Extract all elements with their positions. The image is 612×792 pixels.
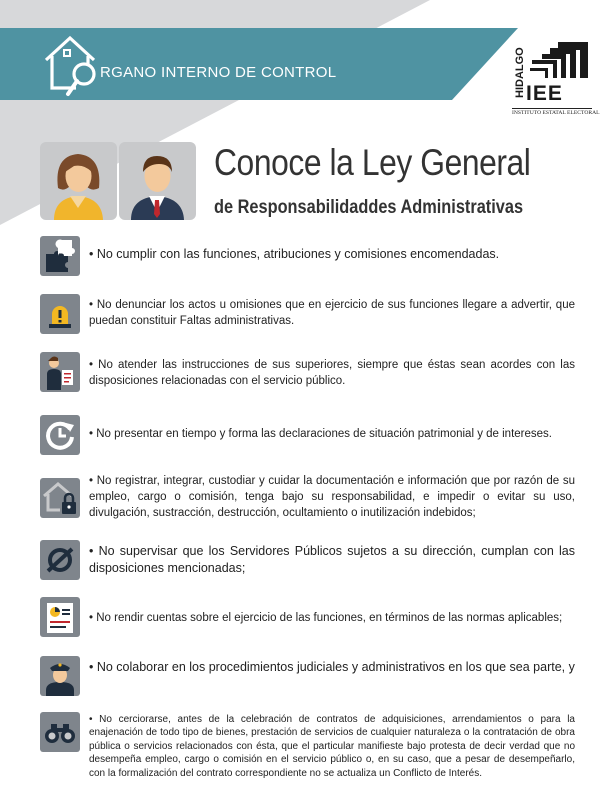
logo-hidalgo-vertical <box>512 40 526 98</box>
item-text: • No rendir cuentas sobre el ejercicio de las funciones, en términos de las normas aplicables; <box>89 612 563 624</box>
house-lock-icon <box>40 478 80 518</box>
puzzle-icon <box>40 236 80 276</box>
item-text: • No atender las instrucciones de sus superiores, siempre que éstas sean acordes con las disposiciones relacionadas con el servicio público. <box>89 359 575 387</box>
page-title: Conoce la Ley General <box>214 142 531 183</box>
page-subtitle: de Responsabilidaddes Administrativas <box>214 197 524 218</box>
police-officer-icon <box>40 656 80 696</box>
logo-emblem-icon <box>528 40 590 82</box>
binoculars-icon <box>40 712 80 752</box>
logo-institute-name: INSTITUTO ESTATAL ELECTORAL <box>512 110 600 116</box>
refresh-clock-icon <box>40 415 80 455</box>
item-text: • No cumplir con las funciones, atribuciones y comisiones encomendadas. <box>89 247 500 261</box>
woman-avatar-icon <box>40 142 117 220</box>
logo-iee-text: IEE <box>526 82 563 105</box>
item-text: • No denunciar los actos u omisiones que en ejercicio de sus funciones llegare a advertir, que puedan constituir Faltas administrativas. <box>89 299 575 327</box>
org-title: RGANO INTERNO DE CONTROL <box>100 64 337 81</box>
prohibited-icon <box>40 540 80 580</box>
item-text: • No supervisar que los Servidores Públicos sujetos a su dirección, cumplan con las disposiciones mencionadas; <box>89 544 575 575</box>
item-text: • No presentar en tiempo y forma las declaraciones de situación patrimonial y de intereses. <box>89 428 552 440</box>
house-magnifier-icon <box>38 30 108 100</box>
instructor-icon <box>40 352 80 392</box>
svg-text:HIDALGO: HIDALGO <box>514 47 526 98</box>
report-icon <box>40 597 80 637</box>
item-text: • No colaborar en los procedimientos judiciales y administrativos en los que sea parte, y <box>89 660 575 674</box>
item-text: • No cerciorarse, antes de la celebración de contratos de adquisiciones, arrendamientos o para la enajenación de todo tipo de bienes, prestación de servicios de cualquier naturaleza o la contratación de obra pública o servicios relacionados con ésta, que el particular manifieste bajo protesta de decir verdad que no desempeña empleo, cargo o comisión en el servicio público o, en su caso, que a pesar de desempeñarlo, con la formalización del contrato correspondiente no se actualiza un Conflicto de Interés. <box>89 714 575 779</box>
alarm-light-icon <box>40 294 80 334</box>
man-avatar-icon <box>119 142 196 220</box>
item-text: • No registrar, integrar, custodiar y cuidar la documentación e información que por razón de su empleo, cargo o comisión, tenga bajo su responsabilidad, e impedir o evitar su uso, divulgación, sustracción, destrucción, ocultamiento o inutilización indebidos; <box>89 475 575 519</box>
iee-logo <box>512 38 600 120</box>
